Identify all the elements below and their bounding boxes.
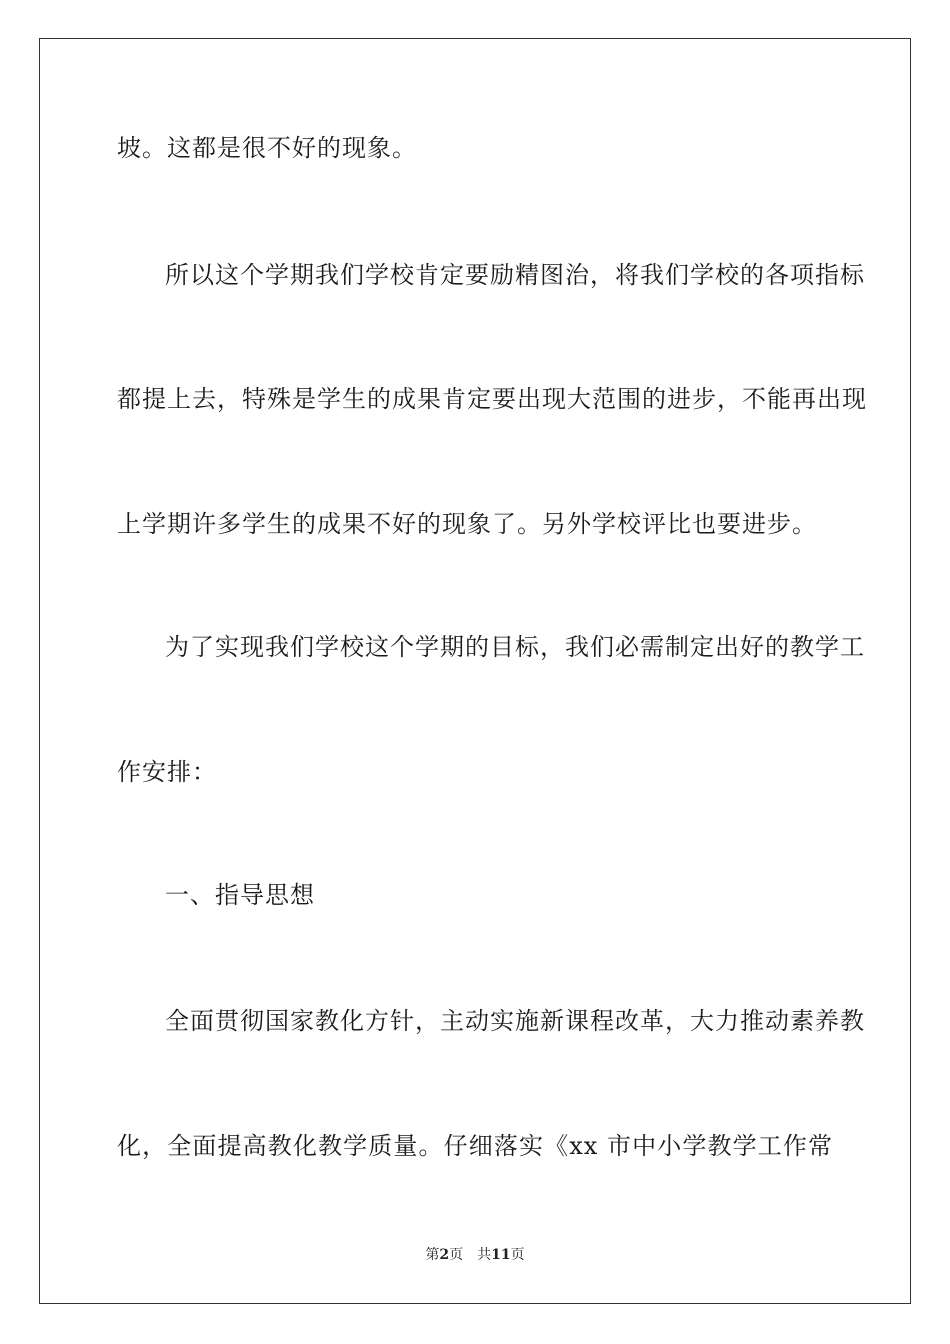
page-number: 2 (439, 1247, 450, 1263)
body-line-8: 全面贯彻国家教化方针，主动实施新课程改革，大力推动素养教 (165, 1007, 865, 1035)
body-line-5: 为了实现我们学校这个学期的目标，我们必需制定出好的教学工 (165, 633, 865, 661)
page-suffix: 页 (449, 1247, 464, 1263)
page-prefix: 第 (425, 1247, 440, 1263)
body-line-6: 作安排： (117, 758, 217, 786)
body-line-4: 上学期许多学生的成果不好的现象了。另外学校评比也要进步。 (117, 510, 817, 538)
body-line-9: 化，全面提高教化教学质量。仔细落实《xx 市中小学教学工作常 (117, 1132, 833, 1160)
body-line-3: 都提上去，特殊是学生的成果肯定要出现大范围的进步，不能再出现 (117, 385, 867, 413)
total-suffix: 页 (510, 1247, 525, 1263)
body-line-2: 所以这个学期我们学校肯定要励精图治，将我们学校的各项指标 (165, 261, 865, 289)
total-pages: 11 (491, 1247, 511, 1263)
section-heading: 一、指导思想 (165, 881, 315, 909)
body-line-1: 坡。这都是很不好的现象。 (117, 134, 417, 162)
page-border (39, 38, 911, 1304)
total-prefix: 共 (477, 1247, 492, 1263)
page-footer (0, 1245, 950, 1265)
